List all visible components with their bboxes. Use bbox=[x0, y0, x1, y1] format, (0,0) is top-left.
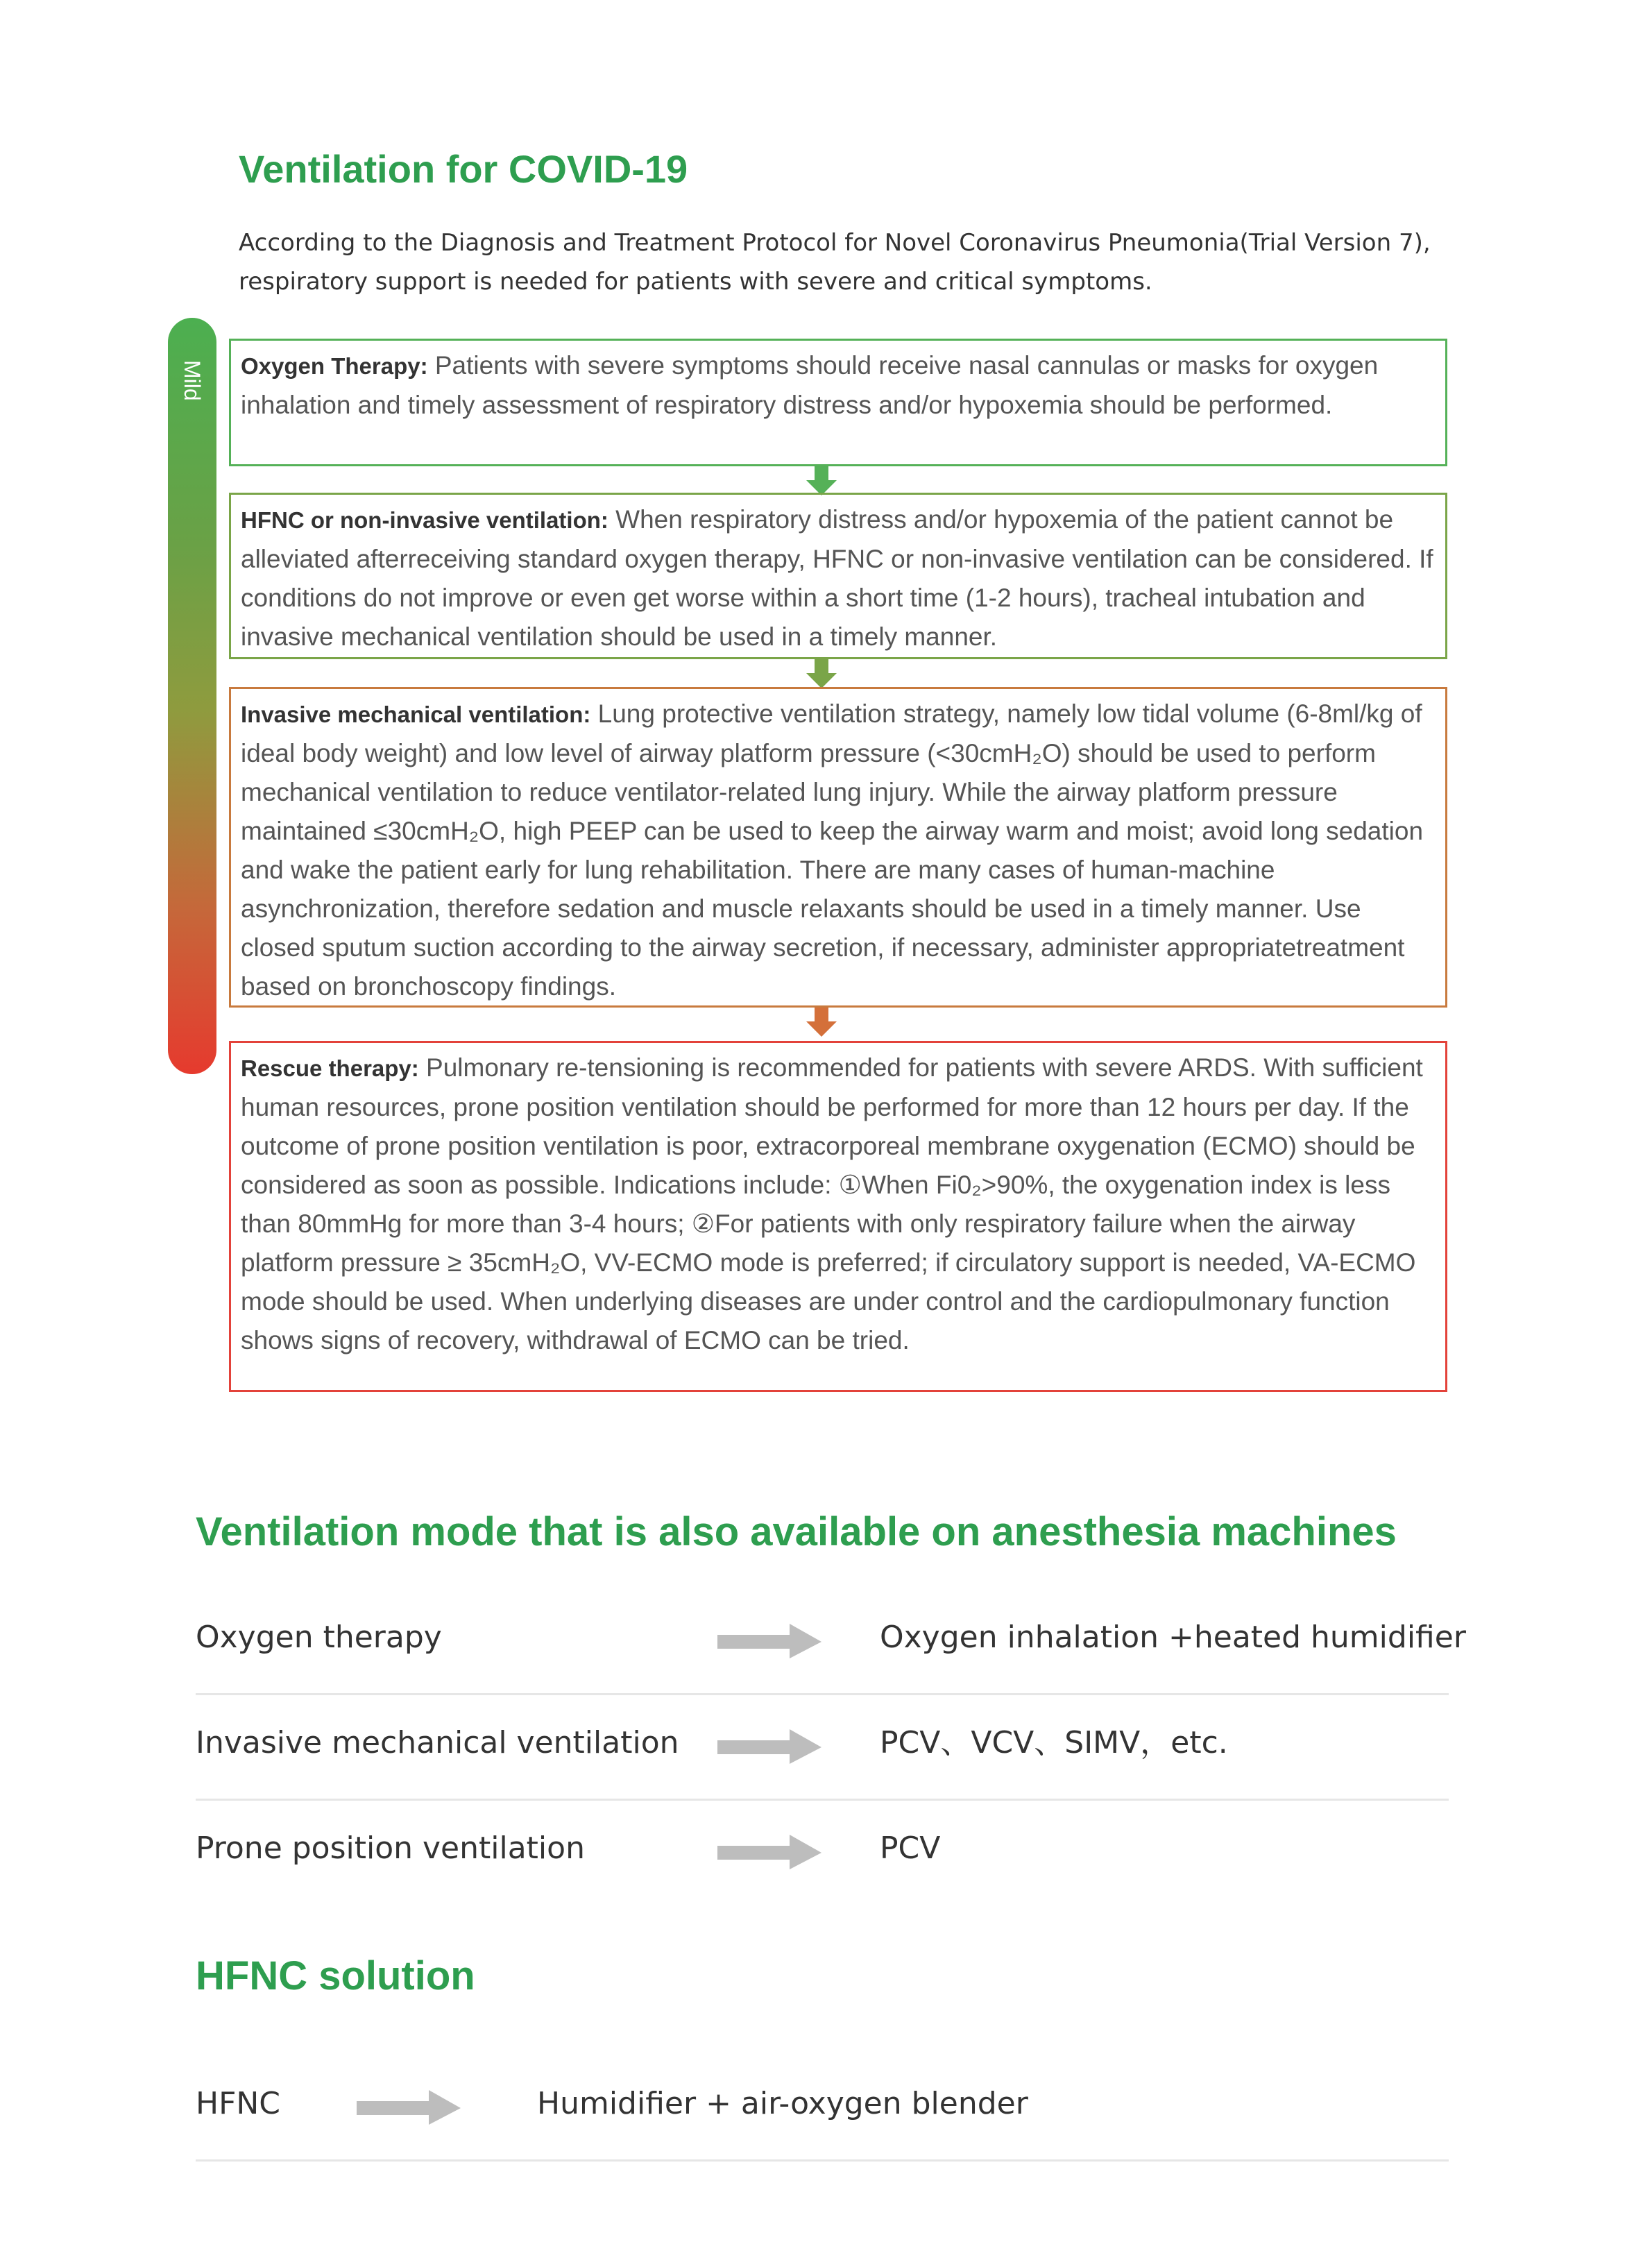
hfnc-label: HFNC bbox=[196, 2086, 281, 2121]
step-text: Lung protective ventilation strategy, namely low tidal volume (6-8ml/kg of ideal body weight) and low level of airway platform pressure (<30cmH₂O) should be used to perform mechanical ventilation to reduce ventilator-related lung injury. While the airway platform pressure maintained ≤30cmH₂O, high PEEP can be used to keep the airway warm and moist; avoid long sedation and wake the patient early for lung rehabilitation. There are many cases of human-machine asynchronization, therefore sedation and muscle relaxants should be used in a timely manner. Use closed sputum suction according to the airway secretion, if necessary, administer appropriatetreatment based on bronchoscopy findings. bbox=[241, 699, 1424, 1001]
right-arrow-icon bbox=[717, 1835, 821, 1869]
section-title-ventilation-covid: Ventilation for COVID-19 bbox=[239, 147, 688, 191]
step-heading: HFNC or non-invasive ventilation: bbox=[241, 507, 608, 533]
step-text: When respiratory distress and/or hypoxemia of the patient cannot be alleviated afterreceiving standard oxygen therapy, HFNC or non-invasive ventilation can be considered. If conditions do not improve or even get worse within a short time (1-2 hours), tracheal intubation and invasive mechanical ventilation should be used in a timely manner. bbox=[241, 505, 1433, 651]
mode-row-solution: PCV bbox=[880, 1831, 941, 1866]
mode-row bbox=[196, 1603, 1466, 1707]
step-heading: Rescue therapy: bbox=[241, 1055, 419, 1081]
step-box-invasive-ventilation bbox=[229, 687, 1447, 1008]
mode-row-therapy: Oxygen therapy bbox=[196, 1620, 442, 1655]
section-title-hfnc-solution: HFNC solution bbox=[196, 1953, 475, 1998]
down-arrow-icon bbox=[806, 659, 837, 688]
mode-row bbox=[196, 1814, 1449, 1918]
step-box-rescue-therapy bbox=[229, 1041, 1447, 1392]
step-box-hfnc-niv bbox=[229, 493, 1447, 659]
right-arrow-icon bbox=[717, 1729, 821, 1764]
step-box-oxygen-therapy bbox=[229, 339, 1447, 466]
mode-row-solution: Oxygen inhalation +heated humidifier bbox=[880, 1620, 1466, 1655]
severity-gradient-bar bbox=[168, 318, 216, 1358]
mode-row-therapy: Prone position ventilation bbox=[196, 1831, 585, 1866]
down-arrow-icon bbox=[806, 466, 837, 495]
mode-row-solution: PCV、VCV、SIMV，etc. bbox=[880, 1725, 1228, 1760]
right-arrow-icon bbox=[357, 2090, 461, 2125]
severity-label-mild: Mild bbox=[180, 359, 205, 401]
step-text: Patients with severe symptoms should receive nasal cannulas or masks for oxygen inhalation and timely assessment of respiratory distress and/or hypoxemia should be performed. bbox=[241, 351, 1379, 419]
hfnc-solution: Humidifier + air-oxygen blender bbox=[537, 2086, 1028, 2121]
hfnc-row bbox=[196, 2069, 1449, 2173]
mode-row bbox=[196, 1708, 1449, 1812]
intro-paragraph: According to the Diagnosis and Treatment Protocol for Novel Coronavirus Pneumonia(Trial Version 7), respiratory support is needed for patients with severe and critical symptoms. bbox=[239, 229, 1431, 296]
row-divider bbox=[196, 2159, 1449, 2162]
right-arrow-icon bbox=[717, 1624, 821, 1658]
row-divider bbox=[196, 1799, 1449, 1801]
step-heading: Oxygen Therapy: bbox=[241, 353, 428, 379]
down-arrow-icon bbox=[806, 1008, 837, 1037]
row-divider bbox=[196, 1693, 1449, 1695]
step-heading: Invasive mechanical ventilation: bbox=[241, 702, 591, 727]
severity-label-severe: Severe bbox=[180, 1287, 205, 1358]
section-title-anesthesia-modes: Ventilation mode that is also available on anesthesia machines bbox=[196, 1509, 1397, 1554]
mode-row-therapy: Invasive mechanical ventilation bbox=[196, 1725, 679, 1760]
step-text: Pulmonary re-tensioning is recommended for patients with severe ARDS. With sufficient human resources, prone position ventilation should be performed for more than 12 hours per day. If the outcome of prone position ventilation is poor, extracorporeal membrane oxygenation (ECMO) should be considered as soon as possible. Indications include: ①When Fi0₂>90%, the oxygenation index is less than 80mmHg for more than 3-4 hours; ②For patients with only respiratory failure when the airway platform pressure ≥ 35cmH₂O, VV-ECMO mode is preferred; if circulatory support is needed, VA-ECMO mode should be used. When underlying diseases are under control and the cardiopulmonary function shows signs of recovery, withdrawal of ECMO can be tried. bbox=[241, 1053, 1423, 1354]
